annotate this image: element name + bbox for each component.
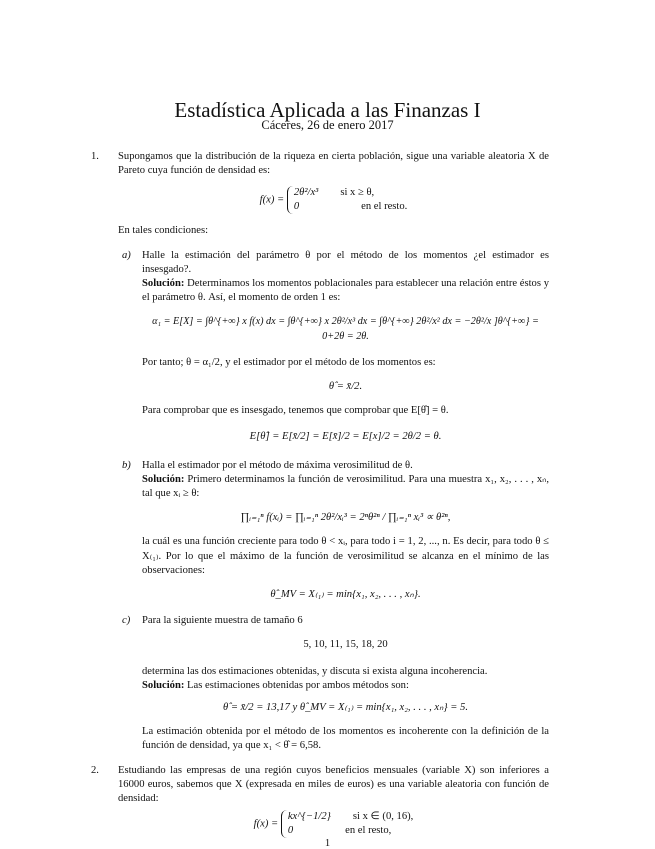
problem-1-intro: Supongamos que la distribución de la riqueza en cierta población, sigue una variable aleatoria X de Pareto cuya función de densidad es: <box>118 151 549 177</box>
part-c-eq1: θ̂ = x̄/2 = 13,17 y θ̂_MV = X₍₁₎ = min{x₁, x₂, . . . , xₙ} = 5. <box>223 702 468 714</box>
density-case1-cond: si x ≥ θ, <box>340 187 375 199</box>
problem-1-density <box>118 186 549 214</box>
density-case2-cond: en el resto. <box>361 201 408 213</box>
part-a-eq1: α₁ = E[X] = ∫θ^{+∞} x f(x) dx = ∫θ^{+∞} x 2θ²/x³ dx = ∫θ^{+∞} 2θ²/x² dx = −2θ²/x ]θ^{+∞} = 0+2θ = 2θ. <box>152 316 539 342</box>
problem-2-number: 2. <box>91 764 99 776</box>
density2-cases <box>281 810 413 838</box>
density-cases <box>287 186 407 214</box>
problem-2 <box>91 764 549 839</box>
part-c-sample: 5, 10, 11, 15, 18, 20 <box>303 639 388 651</box>
part-c-text3: La estimación obtenida por el método de los momentos es incoherente con la definición de la función de densidad, ya que x₁ < θ̂ = 6,58. <box>142 726 549 752</box>
part-b-solution-text: Primero determinamos la función de verosimilitud. Para una muestra x₁, x₂, . . . , xₙ, tal que xᵢ ≥ θ: <box>142 473 549 500</box>
problem-2-intro: Estudiando las empresas de una región cuyos beneficios mensuales (variable X) son inferiores a 16000 euros, sabemos que X (expresada en miles de euros) es una variable aleatoria con función de densidad: <box>118 764 549 805</box>
part-a-text3: Para comprobar que es insesgado, tenemos que comprobar que E[θ̂] = θ. <box>142 405 449 417</box>
part-c-text2: determina las dos estimaciones obtenidas, y discuta si exista alguna incoherencia. <box>142 665 488 677</box>
density-lhs: f(x) = <box>259 194 285 206</box>
part-a-label: a) <box>122 249 131 261</box>
density2-case2-cond: en el resto, <box>345 825 392 837</box>
page-subtitle: Cáceres, 26 de enero 2017 <box>261 118 394 132</box>
density-case1-expr: 2θ²/x³ <box>293 187 319 199</box>
page-number: 1 <box>324 838 331 849</box>
part-b-question: Halla el estimador por el método de máxima verosimilitud de θ. <box>142 459 413 471</box>
problem-1-number: 1. <box>91 151 99 162</box>
density2-case1-cond: si x ∈ (0, 16), <box>352 811 414 823</box>
density2-case2-expr: 0 <box>287 825 294 837</box>
part-c <box>118 614 549 753</box>
document-body <box>91 150 549 842</box>
part-a-eq3: E[θ̂] = E[x̄/2] = E[x̄]/2 = E[x]/2 = 2θ/2 = θ. <box>249 431 442 443</box>
part-a-solution-text: Determinamos los momentos poblacionales para establecer una relación entre éstos y el parámetro θ. Así, el momento de orden 1 es: <box>142 278 549 304</box>
part-c-solution-label: Solución: <box>142 679 185 691</box>
part-b-label: b) <box>122 459 131 471</box>
part-b-text2: la cuál es una función creciente para todo θ < xᵢ, para todo i = 1, 2, ..., n. Es decir, para todo θ ≤ X₍₁₎. Por lo que el máximo de la función de verosimilitud se alcanza en el mínimo de las observaciones: <box>142 536 549 576</box>
part-b <box>118 459 549 603</box>
density2-lhs: f(x) = <box>253 818 279 830</box>
part-a-eq2: θ̂ = x̄/2. <box>328 381 363 393</box>
part-a-text2: Por tanto; θ = α₁/2, y el estimador por el método de los momentos es: <box>142 356 436 368</box>
part-c-question: Para la siguiente muestra de tamaño 6 <box>142 615 303 627</box>
part-c-label: c) <box>122 615 131 627</box>
density2-case1-expr: kx^{−1/2} <box>287 811 331 823</box>
part-a-question: Halle la estimación del parámetro θ por el método de los momentos ¿el estimador es insesgado?. <box>142 249 549 275</box>
part-a <box>118 249 549 445</box>
part-b-solution-label: Solución: <box>142 473 185 485</box>
part-b-eq1: ∏ᵢ₌₁ⁿ f(xᵢ) = ∏ᵢ₌₁ⁿ 2θ²/xᵢ³ = 2ⁿθ²ⁿ / ∏ᵢ₌₁ⁿ xᵢ³ ∝ θ²ⁿ, <box>240 512 451 524</box>
page-title: Estadística Aplicada a las Finanzas I <box>174 98 481 122</box>
part-a-solution-label: Solución: <box>142 278 185 290</box>
conditions-text: En tales condiciones: <box>118 225 209 237</box>
part-c-solution-text: Las estimaciones obtenidas por ambos métodos son: <box>187 679 409 691</box>
problem-2-density <box>118 810 549 838</box>
density-case2-expr: 0 <box>293 201 300 213</box>
problem-1 <box>91 150 549 754</box>
part-b-eq2: θ̂_MV = X₍₁₎ = min{x₁, x₂, . . . , xₙ}. <box>270 589 421 601</box>
